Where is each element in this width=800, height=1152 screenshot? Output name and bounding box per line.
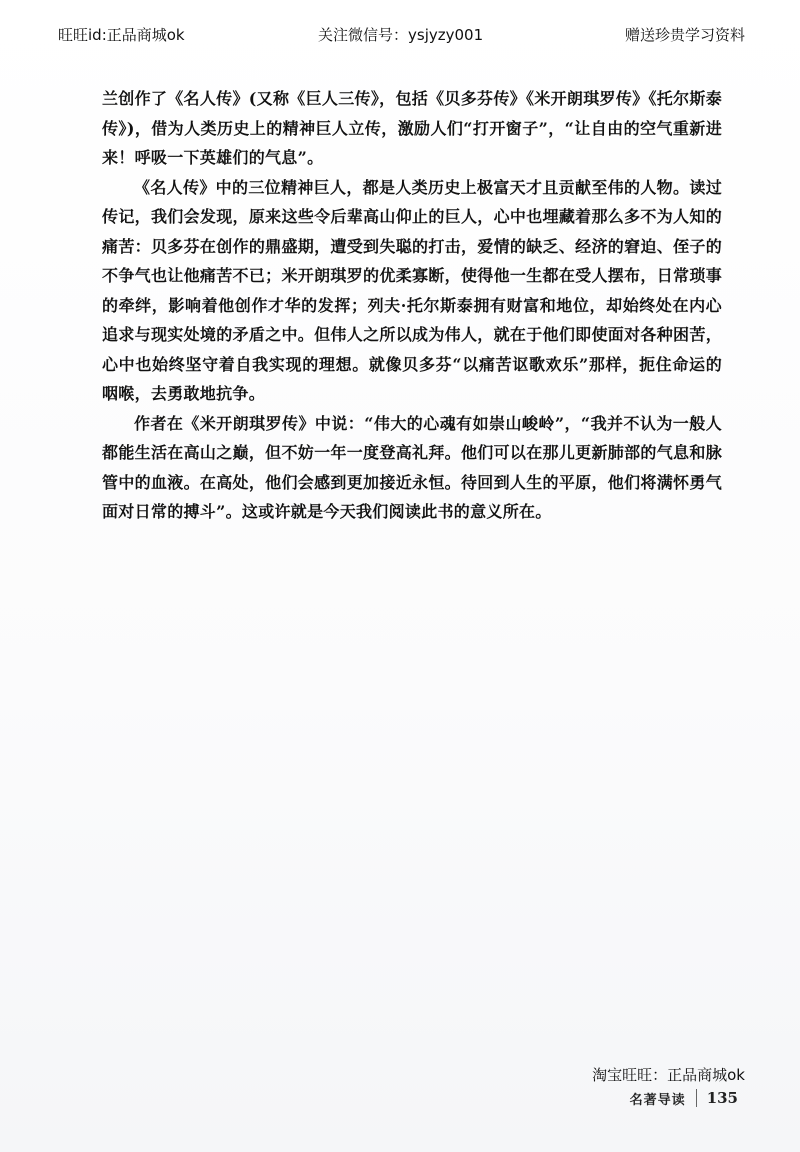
page-number: 135 <box>706 1089 738 1107</box>
footer-divider <box>696 1089 697 1107</box>
paragraph-2: 《名人传》中的三位精神巨人，都是人类历史上极富天才且贡献至伟的人物。读过传记，我们会发现，原来这些令后辈高山仰止的巨人，心中也埋藏着那么多不为人知的痛苦：贝多芬在创作的鼎盛期，遭受到失聪的打击，爱情的缺乏、经济的窘迫、侄子的不争气也让他痛苦不已；米开朗琪罗的优柔寡断，使得他一生都在受人摆布，日常琐事的牵绊，影响着他创作才华的发挥；列夫·托尔斯泰拥有财富和地位，却始终处在内心追求与现实处境的矛盾之中。但伟人之所以成为伟人，就在于他们即使面对各种困苦，心中也始终坚守着自我实现的理想。就像贝多芬“以痛苦讴歌欢乐”那样，扼住命运的咽喉，去勇敢地抗争。 <box>102 177 722 403</box>
page-footer <box>630 1088 738 1108</box>
watermark-header <box>0 24 800 48</box>
paragraph-3: 作者在《米开朗琪罗传》中说：“伟大的心魂有如崇山峻岭”，“我并不认为一般人都能生活在高山之巅，但不妨一年一度登高礼拜。他们可以在那儿更新肺部的气息和脉管中的血液。在高处，他们会感到更加接近永恒。待回到人生的平原，他们将满怀勇气面对日常的搏斗”。这或许就是今天我们阅读此书的意义所在。 <box>102 413 722 521</box>
header-wechat-id: 关注微信号：ysjyzy001 <box>318 26 484 44</box>
header-shop-id: 旺旺id:正品商城ok <box>58 26 185 44</box>
paragraph-1: 兰创作了《名人传》(又称《巨人三传》，包括《贝多芬传》《米开朗琪罗传》《托尔斯泰传》)，借为人类历史上的精神巨人立传，激励人们“打开窗子”，“让自由的空气重新进来！呼吸一下英雄们的气息”。 <box>102 89 722 167</box>
header-promo-text: 赠送珍贵学习资料 <box>624 26 745 44</box>
watermark-bottom: 淘宝旺旺：正品商城ok <box>592 1066 745 1084</box>
footer-book-title: 名著导读 <box>629 1092 686 1108</box>
body-text <box>102 84 722 527</box>
